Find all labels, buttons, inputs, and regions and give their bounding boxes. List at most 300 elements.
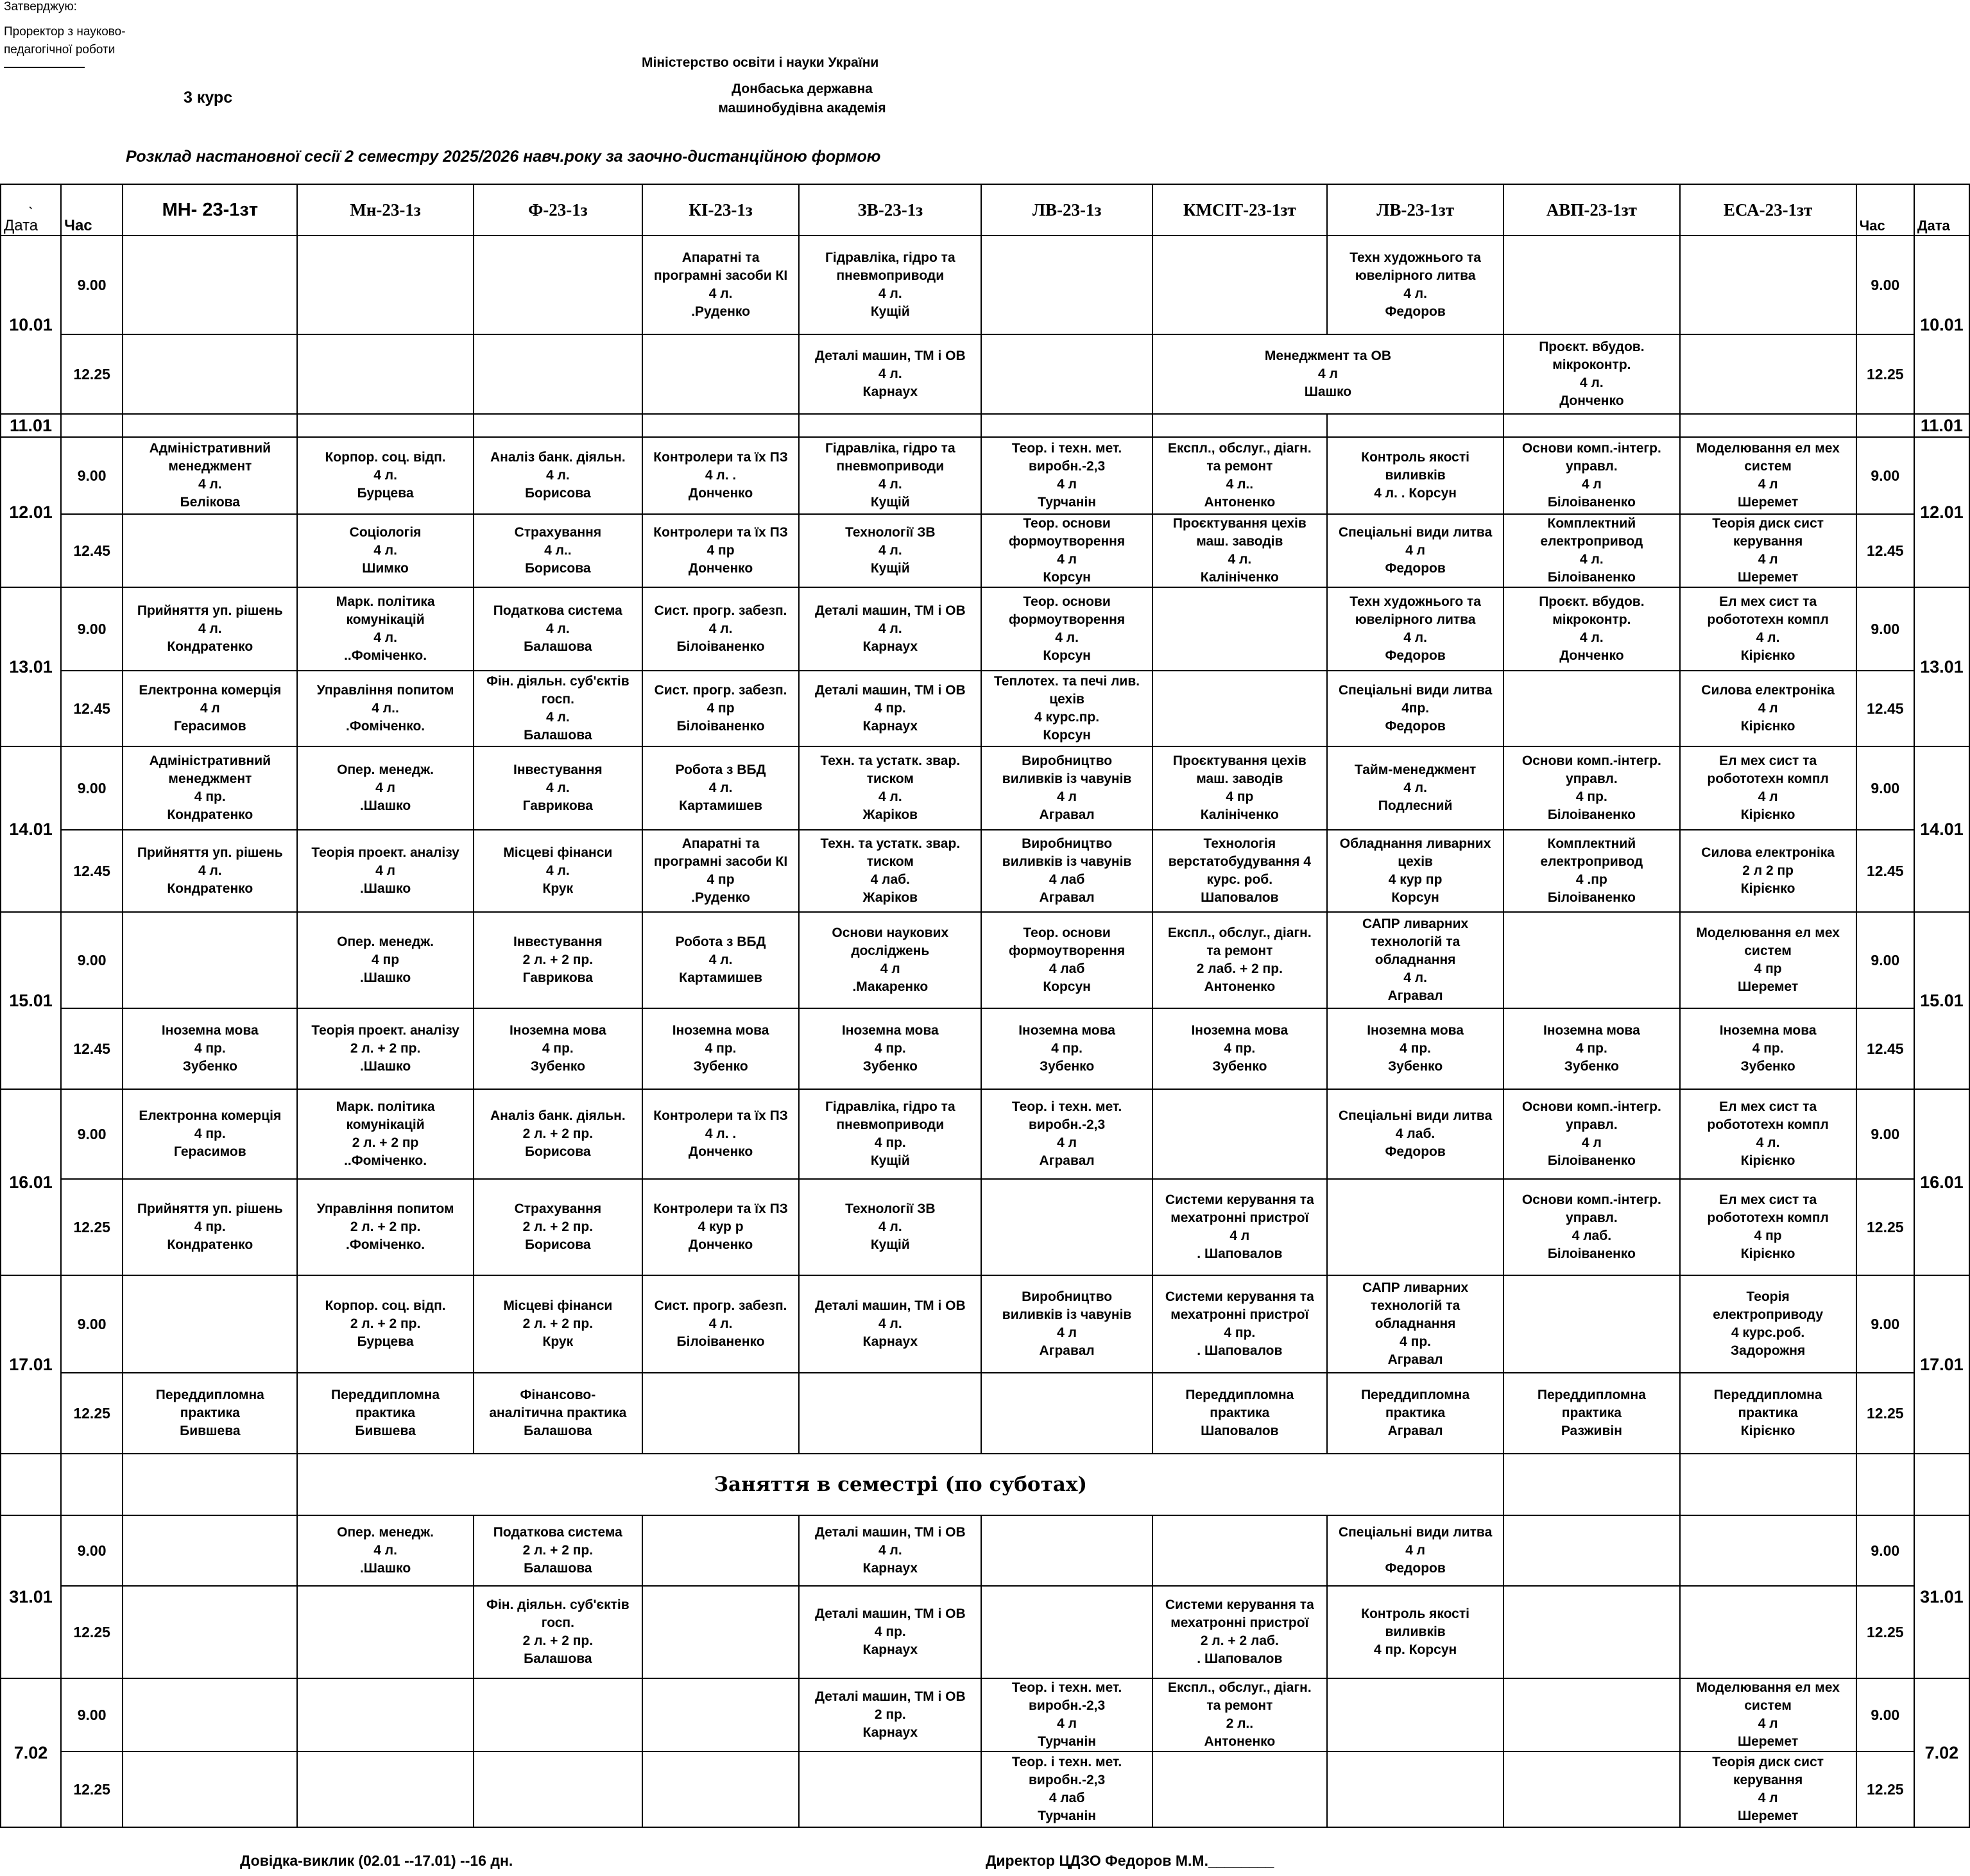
lesson-cell <box>642 1179 799 1275</box>
schedule-row <box>1 514 1969 587</box>
lesson-cell <box>981 587 1152 671</box>
time-cell: 12.45 <box>61 1008 123 1089</box>
lesson-cell <box>1503 1678 1679 1751</box>
cell-line: робототехн компл <box>1707 771 1829 786</box>
lesson-cell <box>297 514 473 587</box>
lesson-cell <box>123 830 297 912</box>
cell-line: 4 л <box>1057 552 1077 567</box>
lesson-cell <box>1152 1678 1327 1751</box>
cell-line: Карнаух <box>862 1725 918 1740</box>
lesson-cell <box>474 1089 642 1179</box>
time-cell-right: 9.00 <box>1856 1089 1914 1179</box>
cell-line: мехатронні пристрої <box>1170 1210 1309 1225</box>
cell-line: Білоіваненко <box>1547 1246 1636 1261</box>
time-cell: 12.45 <box>61 671 123 746</box>
lesson-cell <box>981 1089 1152 1179</box>
lesson-cell <box>642 1275 799 1373</box>
cell-line: Управління попитом <box>316 1201 454 1216</box>
date-label: Дата <box>4 217 39 234</box>
lesson-cell <box>1327 671 1503 746</box>
signature-line <box>4 67 85 68</box>
cell-line: Іноземна мова <box>1543 1023 1640 1038</box>
lesson-cell <box>1503 437 1679 514</box>
lesson-cell <box>474 830 642 912</box>
cell-line: Агравал <box>1039 807 1095 822</box>
time-cell: 12.25 <box>61 1751 123 1827</box>
lesson-cell <box>1503 334 1679 414</box>
cell-line: 4 л. <box>878 621 902 636</box>
date-cell: 16.01 <box>1 1089 61 1275</box>
cell-line: Теорія диск сист <box>1712 1755 1824 1769</box>
time-cell: 9.00 <box>61 912 123 1008</box>
course-label: 3 курс <box>184 89 233 107</box>
cell-line: Кірієнко <box>1740 719 1795 734</box>
cell-line: систем <box>1744 459 1792 474</box>
cell-line: 4 л. <box>878 1219 902 1234</box>
time-cell-right: 12.45 <box>1856 671 1914 746</box>
schedule-row <box>1 236 1969 334</box>
cell-line: Шеремет <box>1738 1809 1799 1823</box>
cell-line: Федоров <box>1385 1561 1446 1576</box>
lesson-cell <box>297 414 473 437</box>
cell-line: 4 л <box>1057 1716 1077 1731</box>
cell-line: САПР ливарних <box>1362 1280 1469 1295</box>
lesson-cell <box>123 671 297 746</box>
cell-line: 4 л <box>1405 543 1426 558</box>
cell-line: Герасимов <box>174 1144 246 1159</box>
lesson-cell <box>123 912 297 1008</box>
lesson-cell <box>297 437 473 514</box>
cell-line: Проєкт. вбудов. <box>1539 594 1645 609</box>
cell-line: Теор. основи <box>1023 516 1111 531</box>
lesson-cell <box>1503 1751 1679 1827</box>
cell-line: Іноземна мова <box>1018 1023 1115 1038</box>
lesson-cell <box>123 437 297 514</box>
lesson-cell <box>123 514 297 587</box>
cell-line: Техн художнього та <box>1349 594 1481 609</box>
cell-line: 4 л <box>1229 1228 1250 1243</box>
lesson-cell <box>123 1586 297 1678</box>
cell-line: 2 л. + 2 пр. <box>350 1316 421 1331</box>
cell-line: Турчанін <box>1038 1809 1096 1823</box>
cell-line: 4 пр. <box>1051 1041 1083 1056</box>
cell-line: Шеремет <box>1738 979 1799 994</box>
lesson-cell <box>799 1275 981 1373</box>
date-cell: 7.02 <box>1 1678 61 1827</box>
lesson-cell <box>1503 1179 1679 1275</box>
cell-line: Ел мех сист та <box>1719 1099 1817 1114</box>
date-column-header <box>1 184 61 236</box>
cell-line: Деталі машин, ТМ і ОВ <box>815 349 966 363</box>
lesson-cell <box>981 912 1152 1008</box>
lesson-cell <box>1503 830 1679 912</box>
cell-line: 2 л. + 2 пр. <box>350 1041 421 1056</box>
cell-line: Комплектний <box>1547 516 1636 531</box>
cell-line: управл. <box>1566 1117 1618 1132</box>
cell-line: робототехн компл <box>1707 1210 1829 1225</box>
cell-line: Спеціальні види литва <box>1338 1108 1493 1123</box>
lesson-cell <box>474 1586 642 1678</box>
cell-line: 4 пр <box>1226 789 1254 804</box>
cell-line: Агравал <box>1387 1352 1443 1367</box>
lesson-cell <box>1152 1179 1327 1275</box>
vice-rector-title: Проректор з науково-педагогічної роботи <box>4 25 126 56</box>
cell-line: Спеціальні види литва <box>1338 683 1493 698</box>
cell-line: 4 пр. <box>874 1041 906 1056</box>
empty-cell <box>1856 1454 1914 1515</box>
cell-line: Експл., обслуг., діагн. <box>1168 441 1312 456</box>
schedule-row <box>1 1275 1969 1373</box>
cell-line: Адміністративний <box>149 753 271 768</box>
cell-line: 4пр. <box>1401 701 1430 716</box>
cell-line: 4 л. <box>1756 1135 1780 1150</box>
cell-line: Проєктування цехів <box>1172 516 1306 531</box>
cell-line: .Макаренко <box>852 979 929 994</box>
cell-line: Контролери та їх ПЗ <box>653 450 788 465</box>
lesson-cell <box>1680 1008 1856 1089</box>
cell-line: пневмоприводи <box>836 459 945 474</box>
cell-line: Технології ЗВ <box>845 525 936 540</box>
cell-line: 4 курс.пр. <box>1034 710 1100 725</box>
cell-line: Зубенко <box>1740 1059 1795 1074</box>
lesson-cell <box>1327 1089 1503 1179</box>
saturday-section-title: Заняття в семестрі (по суботах) <box>297 1454 1503 1515</box>
lesson-cell <box>799 1586 981 1678</box>
cell-line: Кірієнко <box>1740 1424 1795 1438</box>
cell-line: Техн. та устатк. звар. <box>820 753 961 768</box>
lesson-cell <box>1503 1515 1679 1586</box>
time-column-header: Час <box>61 184 123 236</box>
cell-line: Деталі машин, ТМ і ОВ <box>815 1525 966 1540</box>
lesson-cell <box>474 1678 642 1751</box>
cell-line: Моделювання ел мех <box>1696 441 1840 456</box>
cell-line: Федоров <box>1385 719 1446 734</box>
lesson-cell <box>297 1275 473 1373</box>
cell-line: Корсун <box>1391 890 1439 905</box>
cell-line: Контролери та їх ПЗ <box>653 1201 788 1216</box>
time-cell: 12.25 <box>61 334 123 414</box>
cell-line: 2 л. + 2 пр. <box>522 1543 594 1558</box>
cell-line: комунікацій <box>346 612 425 627</box>
cell-line: Борисова <box>525 561 591 576</box>
schedule-row <box>1 334 1969 414</box>
footer-director-signature: Директор ЦДЗО Федоров М.М.________ <box>986 1852 1274 1869</box>
cell-line: Разживін <box>1561 1424 1622 1438</box>
cell-line: Системи керування та <box>1165 1192 1314 1207</box>
lesson-cell <box>474 1275 642 1373</box>
lesson-cell <box>123 1275 297 1373</box>
cell-line: керування <box>1733 1773 1803 1787</box>
cell-line: тиском <box>866 771 914 786</box>
cell-line: практика <box>1738 1406 1798 1420</box>
cell-line: 2 л.. <box>1226 1716 1254 1731</box>
cell-line: 4 лаб. <box>1395 1126 1435 1141</box>
cell-line: Виробництво <box>1022 753 1113 768</box>
cell-line: Аналіз банк. діяльн. <box>490 1108 626 1123</box>
cell-line: 4 пр. <box>1400 1041 1432 1056</box>
cell-line: Карнаух <box>862 639 918 654</box>
time-cell: 12.45 <box>61 830 123 912</box>
lesson-cell <box>799 1751 981 1827</box>
lesson-cell <box>1680 1751 1856 1827</box>
cell-line: 2 л. + 2 пр. <box>522 1219 594 1234</box>
cell-line: Деталі машин, ТМ і ОВ <box>815 1689 966 1704</box>
cell-line: Контроль якості <box>1361 1606 1469 1621</box>
cell-line: . Шаповалов <box>1197 1343 1283 1358</box>
time-cell-right: 12.45 <box>1856 1008 1914 1089</box>
cell-line: Іноземна мова <box>161 1023 259 1038</box>
lesson-cell <box>1152 1275 1327 1373</box>
time-cell-right: 9.00 <box>1856 912 1914 1008</box>
lesson-cell <box>1503 1275 1679 1373</box>
cell-line: Основи комп.-інтегр. <box>1521 441 1661 456</box>
cell-line: Тайм-менеджмент <box>1354 762 1477 777</box>
cell-line: Деталі машин, ТМ і ОВ <box>815 603 966 618</box>
time-cell-right: 9.00 <box>1856 236 1914 334</box>
time-cell-right: 9.00 <box>1856 1515 1914 1586</box>
cell-line: Герасимов <box>174 719 246 734</box>
cell-line: Зубенко <box>1387 1059 1443 1074</box>
cell-line: 4 л. <box>1403 630 1427 645</box>
cell-line: госп. <box>541 1615 574 1630</box>
cell-line: 4 пр. <box>874 1135 906 1150</box>
cell-line: виливків <box>1385 1624 1446 1639</box>
lesson-cell <box>1152 671 1327 746</box>
cell-line: 4 л. <box>545 468 570 483</box>
lesson-cell <box>1327 746 1503 830</box>
cell-line: Техн. та устатк. звар. <box>820 836 961 851</box>
cell-line: виробн.-2,3 <box>1029 1698 1106 1713</box>
lesson-cell <box>981 1008 1152 1089</box>
cell-line: Балашова <box>524 728 592 743</box>
cell-line: Робота з ВБД <box>675 762 766 777</box>
cell-line: Деталі машин, ТМ і ОВ <box>815 683 966 698</box>
cell-line: Спеціальні види литва <box>1338 1525 1493 1540</box>
cell-line: Федоров <box>1385 648 1446 663</box>
lesson-cell <box>1680 671 1856 746</box>
cell-line: Антоненко <box>1204 1734 1276 1749</box>
lesson-cell <box>981 1275 1152 1373</box>
cell-line: Калініченко <box>1200 807 1279 822</box>
cell-line: Силова електроніка <box>1701 845 1835 860</box>
schedule-row <box>1 671 1969 746</box>
cell-line: Борисова <box>525 1237 591 1252</box>
lesson-cell <box>1327 1586 1503 1678</box>
cell-line: цехів <box>1398 854 1433 869</box>
lesson-cell <box>474 1751 642 1827</box>
date-cell-right: 11.01 <box>1914 414 1969 437</box>
lesson-cell <box>474 1373 642 1454</box>
time-cell-right: 9.00 <box>1856 1678 1914 1751</box>
cell-line: 4 лаб. <box>1572 1228 1612 1243</box>
lesson-cell <box>1327 912 1503 1008</box>
academy-line-1: Донбаська державна <box>732 82 873 96</box>
cell-line: комунікацій <box>346 1117 425 1132</box>
cell-line: 2 л. + 2 пр. <box>522 1316 594 1331</box>
cell-line: Борисова <box>525 486 591 501</box>
cell-line: Страхування <box>514 1201 602 1216</box>
lesson-cell <box>981 1515 1152 1586</box>
cell-line: 4 л. <box>545 780 570 795</box>
cell-line: Іноземна мова <box>1191 1023 1289 1038</box>
cell-line: Моделювання ел мех <box>1696 925 1840 940</box>
cell-line: Фін. діяльн. суб'єктів <box>486 674 630 689</box>
lesson-cell <box>297 1373 473 1454</box>
cell-line: Кірієнко <box>1740 1246 1795 1261</box>
lesson-cell <box>799 236 981 334</box>
group-header: КМСІТ-23-1зт <box>1152 184 1327 236</box>
lesson-cell <box>981 1751 1152 1827</box>
time-cell <box>61 414 123 437</box>
cell-line: Борисова <box>525 1144 591 1159</box>
cell-line: Марк. політика <box>336 1099 435 1114</box>
cell-line: Кондратенко <box>167 1237 253 1252</box>
cell-line: виробн.-2,3 <box>1029 1773 1106 1787</box>
cell-line: Теорія проект. аналізу <box>311 1023 459 1038</box>
cell-line: 4 л <box>1758 1791 1778 1805</box>
cell-line: 4 л <box>1758 477 1778 492</box>
lesson-cell <box>474 236 642 334</box>
lesson-cell <box>981 1586 1152 1678</box>
cell-line: Кірієнко <box>1740 807 1795 822</box>
cell-line: 4 пр <box>707 872 735 887</box>
cell-line: Зубенко <box>1212 1059 1267 1074</box>
lesson-cell <box>981 1179 1152 1275</box>
lesson-cell <box>1680 746 1856 830</box>
cell-line: Зубенко <box>693 1059 748 1074</box>
schedule-row <box>1 1751 1969 1827</box>
cell-line: програмні засоби КІ <box>653 268 788 283</box>
cell-line: аналітична практика <box>489 1406 627 1420</box>
cell-line: Марк. політика <box>336 594 435 609</box>
cell-line: ..Фоміченко. <box>344 1153 427 1168</box>
cell-line: Проєкт. вбудов. <box>1539 340 1645 354</box>
cell-line: Сист. прогр. забезп. <box>654 1298 787 1313</box>
cell-line: практика <box>1385 1406 1446 1420</box>
cell-line: 4 л <box>1057 477 1077 492</box>
lesson-cell <box>981 1373 1152 1454</box>
lesson-cell <box>1152 912 1327 1008</box>
cell-line: технологій та <box>1370 934 1460 949</box>
lesson-cell <box>1503 671 1679 746</box>
lesson-cell <box>799 514 981 587</box>
group-header: АВП-23-1зт <box>1503 184 1679 236</box>
cell-line: Основи наукових <box>832 925 949 940</box>
cell-line: 4 л. . <box>705 1126 737 1141</box>
cell-line: 2 л. + 2 пр. <box>522 1126 594 1141</box>
time-cell: 12.25 <box>61 1586 123 1678</box>
lesson-cell <box>1503 1586 1679 1678</box>
cell-line: електроприводу <box>1713 1307 1823 1322</box>
schedule-row <box>1 1179 1969 1275</box>
cell-line: 4 пр. <box>874 1624 906 1639</box>
cell-line: Федоров <box>1385 304 1446 319</box>
cell-line: Жаріков <box>862 807 918 822</box>
cell-line: практика <box>180 1406 240 1420</box>
cell-line: .Фоміченко. <box>346 1237 425 1252</box>
time-cell: 9.00 <box>61 236 123 334</box>
cell-line: .Шашко <box>359 798 411 813</box>
lesson-cell <box>297 1586 473 1678</box>
schedule-row <box>1 414 1969 437</box>
cell-line: . Шаповалов <box>1197 1651 1283 1666</box>
lesson-cell <box>297 671 473 746</box>
lesson-cell <box>1327 414 1503 437</box>
cell-line: Бурцева <box>357 486 414 501</box>
cell-line: Основи комп.-інтегр. <box>1521 1192 1661 1207</box>
lesson-cell <box>642 514 799 587</box>
empty-cell <box>1503 1454 1679 1515</box>
cell-line: практика <box>1561 1406 1622 1420</box>
cell-line: Гідравліка, гідро та <box>825 1099 955 1114</box>
cell-line: ювелірного литва <box>1355 268 1476 283</box>
cell-line: Технологія <box>1203 836 1276 851</box>
cell-line: Агравал <box>1387 1424 1443 1438</box>
cell-line: Переддипломна <box>331 1388 440 1402</box>
cell-line: Корсун <box>1043 570 1091 585</box>
cell-line: Теор. основи <box>1023 594 1111 609</box>
cell-line: Основи комп.-інтегр. <box>1521 753 1661 768</box>
time-cell: 12.25 <box>61 1179 123 1275</box>
lesson-cell <box>799 1089 981 1179</box>
lesson-cell <box>297 830 473 912</box>
cell-line: 4 л. <box>198 863 222 878</box>
cell-line: Кірієнко <box>1740 1153 1795 1168</box>
lesson-cell <box>1327 236 1503 334</box>
lesson-cell <box>474 671 642 746</box>
cell-line: Кущій <box>870 561 910 576</box>
cell-line: 4 кур р <box>698 1219 744 1234</box>
cell-line: технологій та <box>1370 1298 1460 1313</box>
cell-line: Гаврикова <box>522 798 593 813</box>
cell-line: 4 л. <box>545 863 570 878</box>
cell-line: обладнання <box>1375 952 1456 967</box>
cell-line: 4 л <box>375 863 395 878</box>
lesson-cell <box>1152 587 1327 671</box>
lesson-cell <box>123 587 297 671</box>
cell-line: пневмоприводи <box>836 268 945 283</box>
lesson-cell <box>297 1751 473 1827</box>
cell-line: Федоров <box>1385 1144 1446 1159</box>
approve-label: Затверджую: <box>4 0 77 13</box>
cell-line: 2 пр. <box>874 1707 906 1722</box>
lesson-cell <box>1680 514 1856 587</box>
cell-line: Зубенко <box>862 1059 918 1074</box>
cell-line: Електронна комерція <box>139 683 282 698</box>
cell-line: 4 пр. <box>194 789 226 804</box>
cell-line: Іноземна мова <box>672 1023 769 1038</box>
cell-line: 4 пр. <box>705 1041 737 1056</box>
cell-line: 4 л. <box>878 286 902 301</box>
cell-line: 2 л. + 2 пр. <box>522 952 594 967</box>
lesson-cell <box>297 1179 473 1275</box>
lesson-cell <box>1680 1678 1856 1751</box>
cell-line: 2 л. + 2 пр. <box>350 1219 421 1234</box>
cell-line: практика <box>1210 1406 1270 1420</box>
cell-line: .Руденко <box>691 890 750 905</box>
cell-line: Теплотех. та печі лив. <box>994 674 1140 689</box>
cell-line: САПР ливарних <box>1362 916 1469 931</box>
lesson-cell <box>642 1373 799 1454</box>
cell-line: 4 пр. <box>1575 789 1607 804</box>
cell-line: Теор. і техн. мет. <box>1011 1680 1122 1695</box>
cell-line: 4 пр. Корсун <box>1373 1642 1457 1657</box>
time-cell: 12.25 <box>61 1373 123 1454</box>
cell-line: . Шаповалов <box>1197 1246 1283 1261</box>
lesson-cell <box>981 514 1152 587</box>
cell-line: Місцеві фінанси <box>503 1298 613 1313</box>
lesson-cell <box>474 437 642 514</box>
